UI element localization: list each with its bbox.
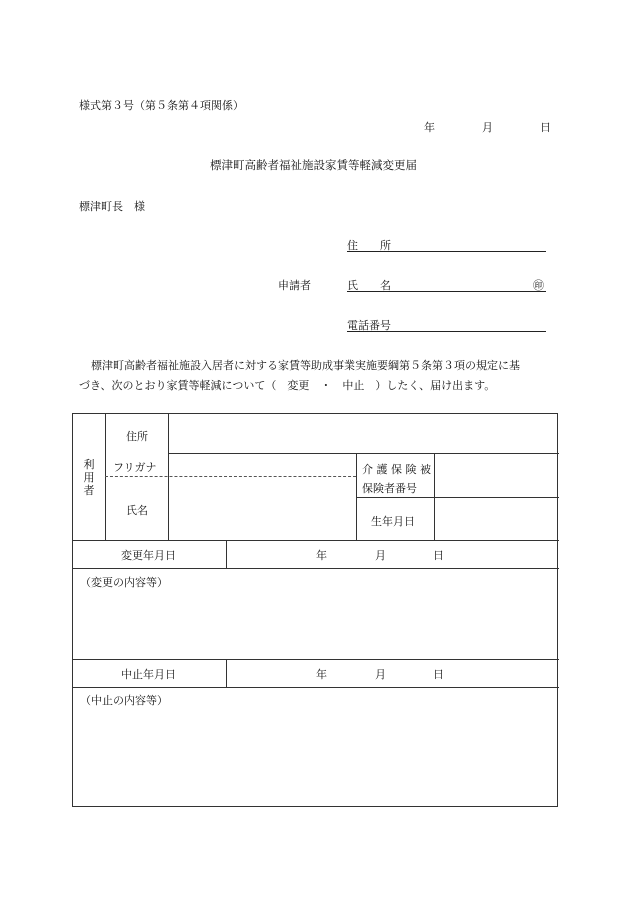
addressee: 標津町長 様 (79, 200, 145, 213)
body-text-line-1: 標津町高齢者福祉施設入居者に対する家賃等助成事業実施要綱第５条第３項の規定に基 (91, 359, 520, 372)
applicant-phone-line (347, 331, 546, 332)
stop-details-label: （中止の内容等） (80, 694, 168, 707)
applicant-phone-label: 電話番号 (347, 319, 391, 332)
stop-details-field[interactable] (74, 708, 558, 806)
table-line (73, 568, 559, 569)
date-day-label: 日 (540, 121, 551, 134)
change-year-label: 年 (316, 549, 327, 562)
change-month-label: 月 (375, 549, 386, 562)
applicant-address-label: 住 所 (347, 239, 391, 252)
change-day-label: 日 (433, 549, 444, 562)
form-number: 様式第３号（第５条第４項関係） (79, 99, 244, 112)
form-table (72, 413, 558, 807)
name-label: 氏名 (126, 504, 148, 517)
table-line (226, 540, 227, 568)
stop-month-label: 月 (375, 668, 386, 681)
stop-year-label: 年 (316, 668, 327, 681)
change-date-label: 変更年月日 (121, 549, 176, 562)
change-details-label: （変更の内容等） (80, 576, 168, 589)
change-details-field[interactable] (74, 590, 558, 658)
insurance-number-label-1: 介 護 保 険 被 (362, 463, 431, 476)
table-line (226, 659, 227, 687)
date-month-label: 月 (482, 121, 493, 134)
address-label: 住所 (126, 430, 148, 443)
applicant-name-line (347, 291, 546, 292)
applicant-name-label: 氏 名 (347, 279, 391, 292)
table-line (73, 540, 559, 541)
birthdate-field[interactable] (435, 498, 559, 540)
user-label: 利用者 (83, 458, 95, 497)
document-title: 標津町高齢者福祉施設家賃等軽減変更届 (210, 158, 417, 172)
table-line (73, 687, 559, 688)
stop-day-label: 日 (433, 668, 444, 681)
table-line (73, 659, 559, 660)
name-field[interactable] (169, 477, 356, 540)
birthdate-label: 生年月日 (371, 515, 415, 528)
seal-mark: ㊞ (533, 279, 544, 292)
table-line (105, 414, 106, 540)
insurance-number-field[interactable] (435, 454, 559, 497)
address-field[interactable] (169, 414, 559, 453)
date-year-label: 年 (424, 121, 435, 134)
stop-date-label: 中止年月日 (121, 668, 176, 681)
body-text-line-2: づき、次のとおり家賃等軽減について（ 変更 ・ 中止 ）したく、届け出ます。 (79, 379, 496, 392)
insurance-number-label-2: 保険者番号 (362, 482, 417, 495)
applicant-label: 申請者 (278, 279, 311, 292)
applicant-address-line (347, 251, 546, 252)
furigana-field[interactable] (169, 454, 356, 476)
furigana-label: フリガナ (113, 461, 157, 474)
